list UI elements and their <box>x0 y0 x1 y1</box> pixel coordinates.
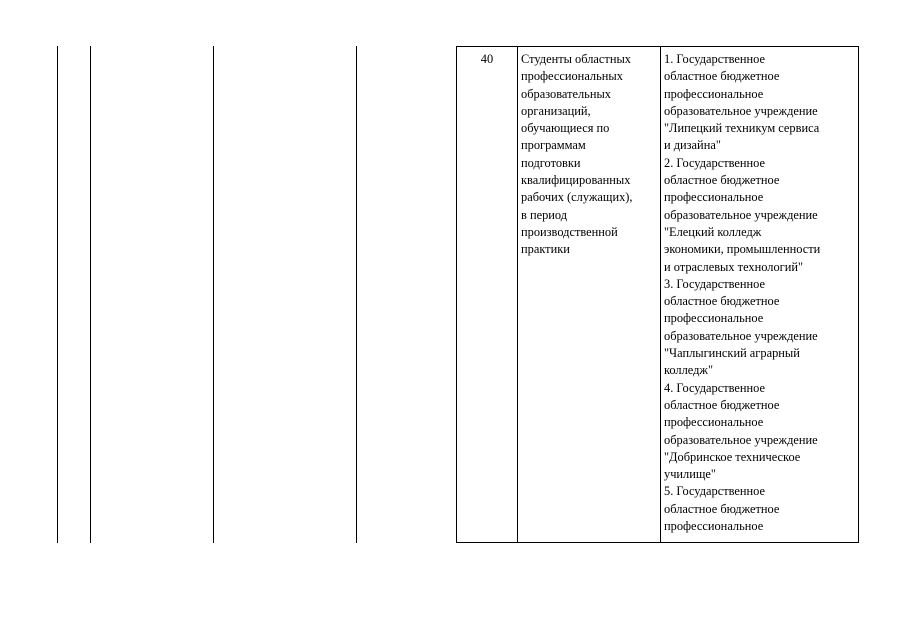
table-cell-organizations <box>661 47 858 542</box>
category-text: Студенты областных профессиональных образовательных организаций, обучающиеся по программам подготовки квалифицированных рабочих (служащих), в период производственной практики <box>521 52 633 257</box>
continuation-column-rule <box>57 46 58 543</box>
continuation-column-rule <box>213 46 214 543</box>
data-table <box>456 46 859 543</box>
table-cell-category <box>518 47 661 542</box>
table-cell-number <box>457 47 518 542</box>
continuation-column-rule <box>356 46 357 543</box>
organizations-text: 1. Государственное областное бюджетное профессиональное образовательное учреждение "Липецкий техникум сервиса и дизайна" 2. Государственное областное бюджетное профессиональное образовательное учреждение "Елецкий колледж экономики, промышленности и отраслевых технологий" 3. Государственное областное бюджетное профессиональное образовательное учреждение "Чаплыгинский аграрный колледж" 4. Государственное областное бюджетное профессиональное образовательное учреждение "Добринское техническое училище" 5. Государственное областное бюджетное профессиональное <box>664 52 821 534</box>
continuation-column-rule <box>90 46 91 543</box>
row-number: 40 <box>480 52 494 66</box>
